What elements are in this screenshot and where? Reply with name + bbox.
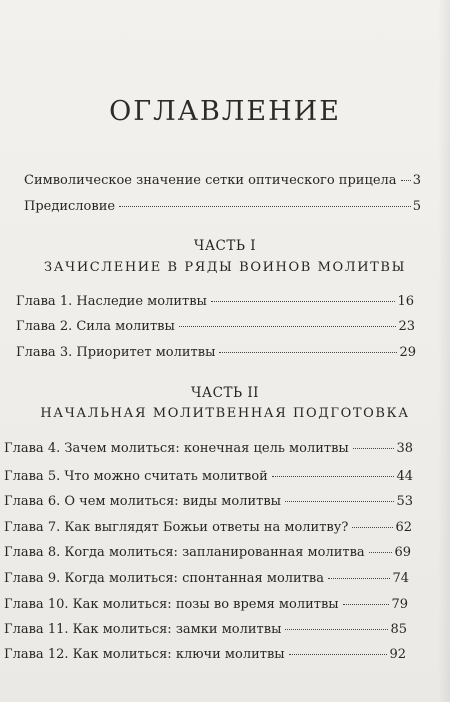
toc-entry-page: 85 bbox=[390, 622, 407, 637]
toc-entry-page: 69 bbox=[394, 545, 411, 560]
toc-entry-label: Глава 11. Как молиться: замки молитвы bbox=[4, 622, 282, 637]
toc-entry-label: Глава 1. Наследие молитвы bbox=[16, 294, 207, 309]
toc-entry bbox=[4, 469, 413, 484]
toc-entry-page: 74 bbox=[392, 571, 409, 586]
toc-entry bbox=[4, 520, 412, 535]
dot-leader bbox=[369, 552, 393, 553]
dot-leader bbox=[352, 527, 393, 528]
dot-leader bbox=[272, 476, 395, 477]
dot-leader bbox=[219, 352, 397, 353]
dot-leader bbox=[211, 301, 396, 302]
toc-entry bbox=[16, 345, 416, 360]
dot-leader bbox=[353, 448, 395, 449]
toc-entry-page: 53 bbox=[396, 494, 413, 509]
toc-entry-page: 79 bbox=[391, 597, 408, 612]
dot-leader bbox=[179, 326, 397, 327]
toc-entry-page: 62 bbox=[395, 520, 412, 535]
part-label: ЧАСТЬ II bbox=[190, 385, 260, 401]
part-title: ЗАЧИСЛЕНИЕ В РЯДЫ ВОИНОВ МОЛИТВЫ bbox=[44, 260, 406, 275]
toc-entry-page: 92 bbox=[389, 647, 406, 662]
toc-entry bbox=[4, 647, 406, 662]
toc-entry-label: Глава 8. Когда молиться: запланированная молитва bbox=[4, 545, 365, 560]
toc-entry bbox=[4, 571, 409, 586]
toc-entry-label: Глава 6. О чем молиться: виды молитвы bbox=[4, 494, 281, 509]
toc-entry-label: Глава 4. Зачем молиться: конечная цель молитвы bbox=[4, 441, 349, 456]
toc-entry bbox=[24, 173, 421, 188]
toc-entry-page: 23 bbox=[398, 319, 415, 334]
toc-entry bbox=[4, 494, 413, 509]
toc-entry bbox=[16, 319, 415, 334]
dot-leader bbox=[343, 604, 390, 605]
toc-entry-page: 38 bbox=[396, 441, 413, 456]
toc-entry-page: 16 bbox=[397, 294, 414, 309]
toc-entry-label: Глава 7. Как выглядят Божьи ответы на молитву? bbox=[4, 520, 349, 535]
toc-entry bbox=[4, 545, 411, 560]
toc-entry-label: Глава 2. Сила молитвы bbox=[16, 319, 175, 334]
part-label: ЧАСТЬ I bbox=[193, 238, 257, 254]
dot-leader bbox=[401, 180, 411, 181]
toc-entry-label: Глава 12. Как молиться: ключи молитвы bbox=[4, 647, 285, 662]
toc-entry bbox=[4, 622, 407, 637]
part-title: НАЧАЛЬНАЯ МОЛИТВЕННАЯ ПОДГОТОВКА bbox=[40, 406, 410, 421]
toc-entry-label: Глава 5. Что можно считать молитвой bbox=[4, 469, 268, 484]
toc-entry bbox=[4, 597, 408, 612]
dot-leader bbox=[289, 654, 388, 655]
toc-entry-page: 3 bbox=[412, 173, 421, 188]
dot-leader bbox=[328, 578, 390, 579]
dot-leader bbox=[119, 206, 411, 207]
toc-entry-label: Глава 9. Когда молиться: спонтанная молитва bbox=[4, 571, 324, 586]
toc-entry-label: Символическое значение сетки оптического прицела bbox=[24, 173, 397, 188]
toc-heading: ОГЛАВЛЕНИЕ bbox=[109, 96, 341, 127]
toc-entry-label: Глава 10. Как молиться: позы во время молитвы bbox=[4, 597, 339, 612]
toc-entry-page: 5 bbox=[412, 199, 421, 214]
toc-entry bbox=[4, 441, 413, 456]
dot-leader bbox=[285, 629, 388, 630]
toc-entry-page: 44 bbox=[396, 469, 413, 484]
toc-entry bbox=[16, 294, 414, 309]
dot-leader bbox=[285, 501, 394, 502]
toc-entry-label: Предисловие bbox=[24, 199, 116, 214]
toc-entry-page: 29 bbox=[399, 345, 416, 360]
toc-entry bbox=[24, 199, 421, 214]
toc-entry-label: Глава 3. Приоритет молитвы bbox=[16, 345, 216, 360]
